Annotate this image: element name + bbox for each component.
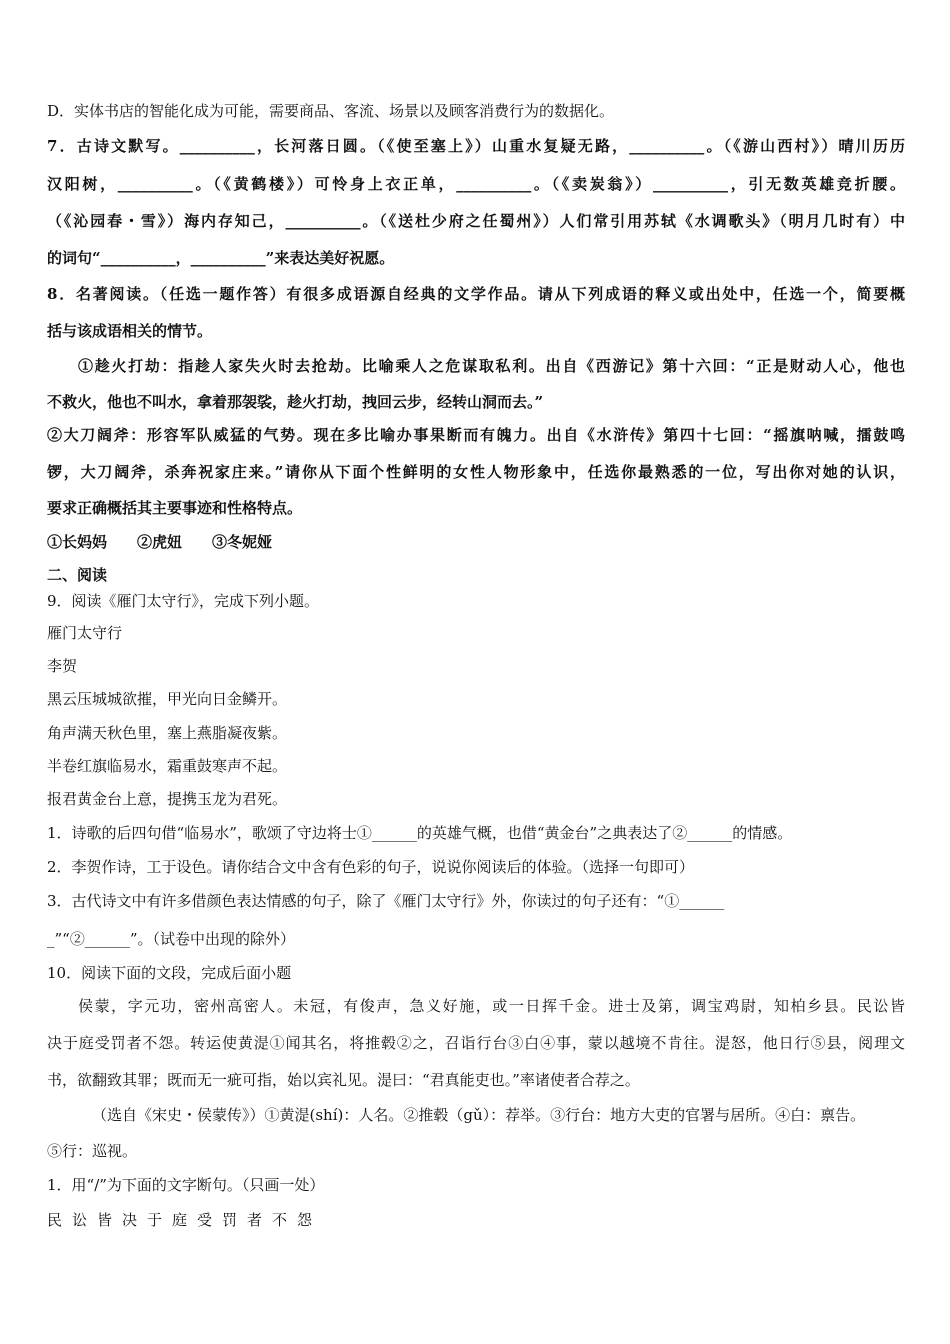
- poem-line-1: 黑云压城城欲摧，甲光向日金鳞开。: [47, 690, 288, 708]
- q7-line-4: 的词句“__________，__________”来表达美好祝愿。: [47, 249, 395, 267]
- sentence-to-punctuate: 民讼皆决于庭受罚者不怨: [47, 1211, 323, 1229]
- idiom-1-line-1: ①趁火打劫：指趁人家失火时去抢劫。比喻乘人之危谋取私利。出自《西游记》第十六回：“正是财动人心，他也: [78, 357, 905, 375]
- q8-line-1: 8．名著阅读。（任选一题作答）有很多成语源自经典的文学作品。请从下列成语的释义或出处中，任选一个，简要概: [47, 285, 905, 303]
- idiom-2-line-1: ②大刀阔斧：形容军队威猛的气势。现在多比喻办事果断而有魄力。出自《水浒传》第四十七回：“摇旗呐喊，擂鼓鸣: [47, 426, 905, 444]
- q7-line-2: 汉阳树，__________。（《黄鹤楼》）可怜身上衣正单，__________。（《卖炭翁》）__________，引无数英雄竞折腰。: [47, 175, 905, 193]
- q10-prompt: 10．阅读下面的文段，完成后面小题: [47, 964, 292, 982]
- poem-title: 雁门太守行: [47, 624, 123, 642]
- q9-sub-3-line-2: _”“②______”。（试卷中出现的除外）: [47, 930, 296, 948]
- source-notes-line-2: ⑤行：巡视。: [47, 1142, 138, 1160]
- idiom-2-line-3: 要求正确概括其主要事迹和性格特点。: [47, 499, 303, 517]
- q9-sub-2: 2．李贺作诗，工于设色。请你结合文中含有色彩的句子，说说你阅读后的体验。（选择一句即可）: [47, 858, 695, 876]
- section-heading-reading: 二、阅读: [47, 566, 108, 584]
- q9-sub-1: 1．诗歌的后四句借“临易水”，歌颂了守边将士①______的英雄气概，也借“黄金台”之典表达了②______的情感。: [47, 824, 793, 842]
- passage-line-3: 书，欲翻致其罪；既而无一疵可指，始以宾礼见。湜曰：“君真能吏也。”率诸使者合荐之。: [47, 1071, 640, 1089]
- q10-sub-1: 1．用“/”为下面的文字断句。（只画一处）: [47, 1176, 325, 1194]
- q8-line-2: 括与该成语相关的情节。: [47, 322, 213, 340]
- q9-prompt: 9．阅读《雁门太守行》，完成下列小题。: [47, 592, 320, 610]
- q9-sub-3-line-1: 3．古代诗文中有许多借颜色表达情感的句子，除了《雁门太守行》外，你读过的句子还有：“①______: [47, 892, 725, 910]
- option-d-line: D．实体书店的智能化成为可能，需要商品、客流、场景以及顾客消费行为的数据化。: [47, 102, 615, 120]
- poem-line-3: 半卷红旗临易水，霜重鼓寒声不起。: [47, 757, 288, 775]
- poem-line-4: 报君黄金台上意，提携玉龙为君死。: [47, 790, 288, 808]
- passage-line-2: 决于庭受罚者不怨。转运使黄湜①闻其名，将推毂②之，召诣行台③白④事，蒙以越境不肯往。湜怒，他日行⑤县，阅理文: [47, 1034, 905, 1052]
- character-options: ①长妈妈 ②虎妞 ③冬妮娅: [47, 533, 273, 551]
- idiom-2-line-2: 锣，大刀阔斧，杀奔祝家庄来。”请你从下面个性鲜明的女性人物形象中，任选你最熟悉的一位，写出你对她的认识，: [47, 463, 905, 481]
- poem-line-2: 角声满天秋色里，塞上燕脂凝夜紫。: [47, 724, 288, 742]
- passage-line-1: 侯蒙，字元功，密州高密人。未冠，有俊声，急义好施，或一日挥千金。进士及第，调宝鸡尉，知柏乡县。民讼皆: [78, 997, 905, 1015]
- idiom-1-line-2: 不救火，他也不叫水，拿着那袈裟，趁火打劫，拽回云步，经转山洞而去。”: [47, 393, 544, 411]
- q7-line-3: （《沁园春・雪》）海内存知己，__________。（《送杜少府之任蜀州》）人们常引用苏轼《水调歌头》（明月几时有）中: [47, 212, 905, 230]
- source-notes-line-1: （选自《宋史・侯蒙传》）①黄湜(shí)：人名。②推毂（gǔ）：荐举。③行台：地方大吏的官署与居所。④白：禀告。: [92, 1106, 866, 1124]
- q7-line-1: 7．古诗文默写。__________，长河落日圆。（《使至塞上》）山重水复疑无路，__________。（《游山西村》）晴川历历: [47, 137, 905, 155]
- poem-author: 李贺: [47, 657, 78, 675]
